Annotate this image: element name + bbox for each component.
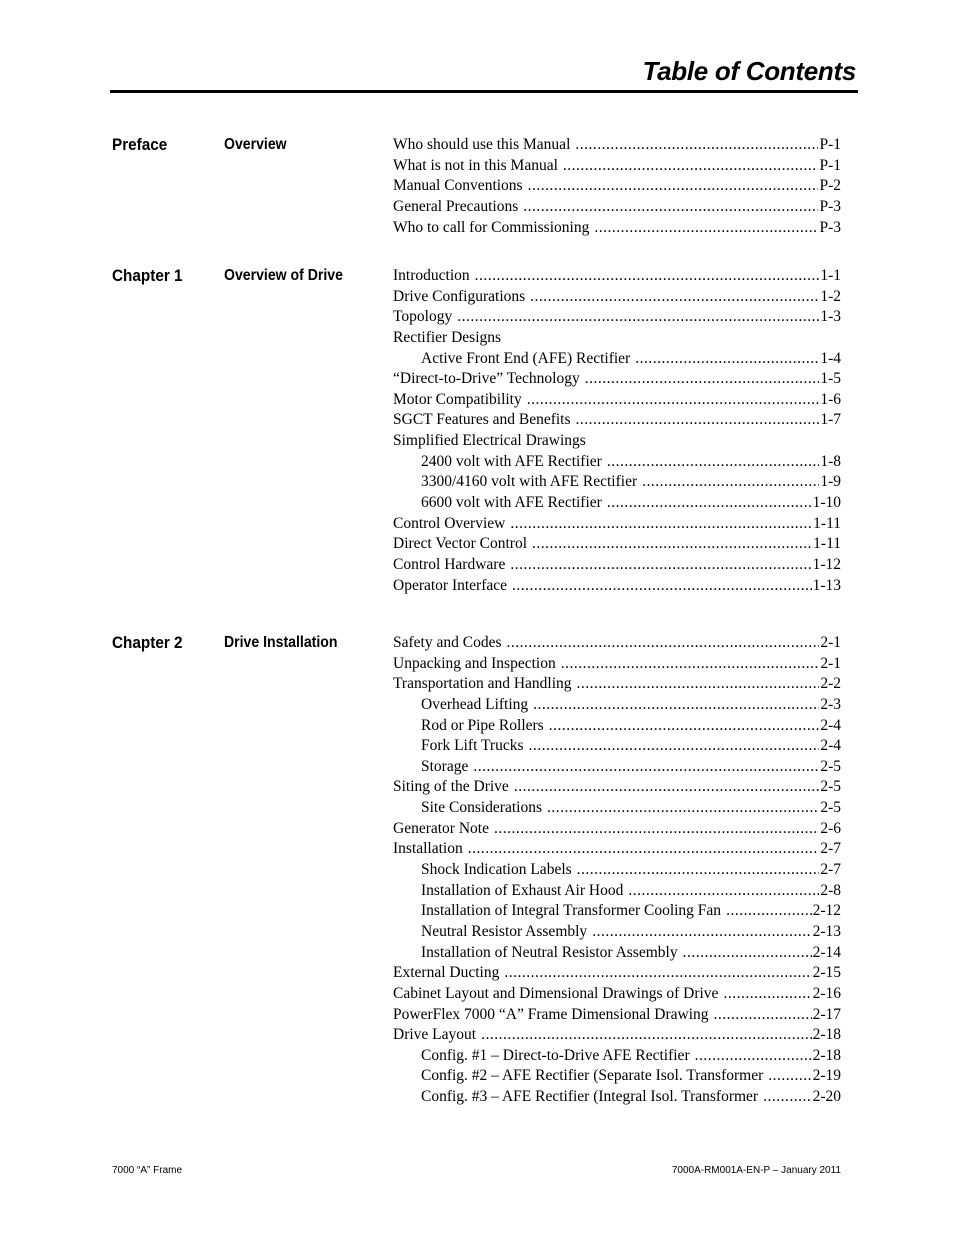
toc-entry-page: 1-4 xyxy=(820,349,841,367)
page-title: Table of Contents xyxy=(642,56,856,86)
toc-entry-page: 1-11 xyxy=(813,535,841,553)
toc-entry-title: Installation xyxy=(393,840,463,858)
toc-entry-page: 2-5 xyxy=(820,778,841,796)
dot-leader xyxy=(512,576,812,597)
dot-leader xyxy=(549,716,820,737)
dot-leader xyxy=(514,777,820,798)
toc-entry-title: Drive Layout xyxy=(393,1026,477,1044)
toc-entry-page: 1-12 xyxy=(812,555,841,573)
toc-entry-title: Safety and Codes xyxy=(393,634,502,651)
dot-leader xyxy=(533,695,819,716)
footer-right: 7000A-RM001A-EN-P – January 2011 xyxy=(671,1165,841,1176)
toc-entry-page: 1-8 xyxy=(820,452,841,470)
dot-leader xyxy=(592,922,811,943)
toc-entry-page: 2-7 xyxy=(820,861,841,879)
toc-entry-page: 2-2 xyxy=(820,675,841,693)
dot-leader xyxy=(529,736,820,757)
dot-leader xyxy=(510,555,811,576)
toc-entry xyxy=(393,197,841,218)
toc-entry-page: P-1 xyxy=(819,156,841,174)
toc-entry xyxy=(393,674,841,695)
toc-entry xyxy=(393,1087,841,1108)
toc-entry xyxy=(393,1046,841,1067)
toc-entry xyxy=(393,287,841,308)
toc-entry-page: 2-4 xyxy=(820,716,841,734)
toc-entry-title: Config. #3 – AFE Rectifier (Integral Isol. Transformer xyxy=(421,1088,759,1106)
toc-entry-title: Installation of Exhaust Air Hood xyxy=(421,881,624,899)
toc-entry xyxy=(393,176,841,197)
toc-entry-page: 1-9 xyxy=(820,473,841,491)
toc-entry-page: 2-16 xyxy=(812,984,841,1002)
dot-leader xyxy=(523,197,818,218)
toc-entry xyxy=(393,695,841,716)
toc-entry xyxy=(393,410,841,431)
section-subtitle: Drive Installation xyxy=(224,634,338,651)
toc-entry-page: 1-7 xyxy=(820,411,841,429)
dot-leader xyxy=(506,633,819,654)
dot-leader xyxy=(561,654,820,675)
dot-leader xyxy=(768,1066,811,1087)
dot-leader xyxy=(714,1005,812,1026)
dot-leader xyxy=(563,156,819,177)
toc-entry-page: 2-5 xyxy=(820,757,841,775)
toc-entry-page: 1-13 xyxy=(812,576,841,594)
dot-leader xyxy=(532,534,812,555)
toc-entry xyxy=(393,514,841,535)
toc-entry-title: Manual Conventions xyxy=(393,177,523,195)
dot-leader xyxy=(576,410,820,431)
toc-entry-title: Operator Interface xyxy=(393,576,508,594)
dot-leader xyxy=(577,674,820,695)
toc-entry-page: 1-10 xyxy=(812,494,841,512)
toc-entry-title: Control Overview xyxy=(393,514,506,532)
toc-entry-page: 1-2 xyxy=(820,287,841,305)
toc-entry xyxy=(393,860,841,881)
dot-leader xyxy=(575,135,818,156)
toc-entry-page: 2-15 xyxy=(812,964,841,982)
toc-entry-page: 2-17 xyxy=(812,1005,841,1023)
toc-entry xyxy=(393,654,841,675)
toc-entry-page: 2-4 xyxy=(820,737,841,755)
toc-entry xyxy=(393,901,841,922)
toc-entry-title: Introduction xyxy=(393,267,470,284)
toc-entry xyxy=(393,922,841,943)
toc-entry-page: 2-6 xyxy=(820,819,841,837)
toc-entry xyxy=(393,266,841,287)
toc-entry xyxy=(393,369,841,390)
toc-entry-page: 2-3 xyxy=(820,695,841,713)
dot-leader xyxy=(683,943,812,964)
dot-leader xyxy=(475,266,820,287)
toc-entry xyxy=(393,633,841,654)
toc-entry-title: Direct Vector Control xyxy=(393,535,528,553)
dot-leader xyxy=(726,901,812,922)
toc-entry xyxy=(393,576,841,597)
dot-leader xyxy=(594,218,818,239)
toc-entry-title: Rectifier Designs xyxy=(393,328,502,346)
toc-entry xyxy=(393,819,841,840)
toc-entry xyxy=(393,135,841,156)
toc-entry xyxy=(393,555,841,576)
dot-leader xyxy=(527,390,820,411)
toc-entry-page: 1-5 xyxy=(820,370,841,388)
title-rule xyxy=(110,90,858,93)
toc-entry xyxy=(393,452,841,473)
toc-entry xyxy=(393,328,841,349)
toc-entry-title: Overhead Lifting xyxy=(421,695,529,713)
dot-leader xyxy=(695,1046,812,1067)
toc-entry-title: Storage xyxy=(421,757,469,775)
toc-entry-title: PowerFlex 7000 “A” Frame Dimensional Drawing xyxy=(393,1005,709,1023)
toc-entry-page: 2-13 xyxy=(812,922,841,940)
toc-entry-page: 2-1 xyxy=(820,634,841,651)
toc-entry-page: 1-3 xyxy=(820,308,841,326)
footer-left: 7000 “A” Frame xyxy=(112,1165,183,1176)
toc-entry-title: Drive Configurations xyxy=(393,287,526,305)
toc-entry-title: Fork Lift Trucks xyxy=(421,737,524,755)
section-label: Chapter 1 xyxy=(112,266,183,285)
toc-entry-title: Generator Note xyxy=(393,819,489,837)
toc-entry-title: Siting of the Drive xyxy=(393,778,509,796)
dot-leader xyxy=(723,984,811,1005)
toc-entry-title: Shock Indication Labels xyxy=(421,861,572,879)
dot-leader xyxy=(510,514,812,535)
toc-entry xyxy=(393,777,841,798)
toc-entry-title: Config. #1 – Direct-to-Drive AFE Rectifier xyxy=(421,1046,690,1064)
toc-entry-page: 1-11 xyxy=(813,514,841,532)
toc-entries xyxy=(393,633,841,1108)
toc-entry xyxy=(393,431,841,452)
toc-entry-title: Rod or Pipe Rollers xyxy=(421,716,544,734)
toc-entry-page: 2-19 xyxy=(812,1067,841,1085)
toc-entry-title: Topology xyxy=(393,308,453,326)
dot-leader xyxy=(528,176,819,197)
section-subtitle: Overview of Drive xyxy=(224,267,343,284)
dot-leader xyxy=(607,493,812,514)
toc-entry-page: 2-7 xyxy=(820,840,841,858)
toc-entry xyxy=(393,984,841,1005)
toc-entry xyxy=(393,1005,841,1026)
toc-entry xyxy=(393,307,841,328)
toc-entry-page: 2-8 xyxy=(820,881,841,899)
toc-entry-page: 2-18 xyxy=(812,1046,841,1064)
section-subtitle: Overview xyxy=(224,136,287,153)
toc-entry-title: 2400 volt with AFE Rectifier xyxy=(421,452,602,470)
toc-entry xyxy=(393,349,841,370)
toc-entry xyxy=(393,1066,841,1087)
toc-entry-page: 1-6 xyxy=(820,390,841,408)
toc-entry-page: 2-20 xyxy=(812,1088,841,1106)
toc-entry-title: Control Hardware xyxy=(393,555,506,573)
toc-entry-title: Installation of Integral Transformer Cooling Fan xyxy=(421,902,722,920)
toc-entry-title: Unpacking and Inspection xyxy=(393,654,556,672)
toc-entry xyxy=(393,390,841,411)
toc-entry-title: Who to call for Commissioning xyxy=(393,218,590,236)
dot-leader xyxy=(577,860,820,881)
toc-entry-page: 1-1 xyxy=(820,267,841,284)
toc-entry-title: “Direct-to-Drive” Technology xyxy=(393,370,580,388)
toc-entry-page: 2-18 xyxy=(812,1026,841,1044)
dot-leader xyxy=(607,452,820,473)
toc-entries xyxy=(393,135,841,238)
dot-leader xyxy=(504,963,811,984)
toc-entry-title: Active Front End (AFE) Rectifier xyxy=(421,349,631,367)
toc-entry-title: Config. #2 – AFE Rectifier (Separate Isol. Transformer xyxy=(421,1067,764,1085)
toc-entry xyxy=(393,472,841,493)
toc-entry xyxy=(393,798,841,819)
toc-entry-page: P-2 xyxy=(819,177,841,195)
toc-entry xyxy=(393,156,841,177)
toc-entry-title: What is not in this Manual xyxy=(393,156,558,174)
toc-entry-page: 2-5 xyxy=(820,799,841,817)
toc-entry-title: 3300/4160 volt with AFE Rectifier xyxy=(421,473,638,491)
dot-leader xyxy=(547,798,819,819)
dot-leader xyxy=(635,349,819,370)
toc-entry-page: 2-1 xyxy=(820,654,841,672)
toc-entries xyxy=(393,266,841,596)
toc-entry xyxy=(393,963,841,984)
dot-leader xyxy=(628,881,819,902)
toc-entry xyxy=(393,943,841,964)
toc-entry xyxy=(393,534,841,555)
toc-entry-title: Simplified Electrical Drawings xyxy=(393,432,586,450)
toc-entry-title: Who should use this Manual xyxy=(393,136,571,153)
toc-entry-title: Cabinet Layout and Dimensional Drawings of Drive xyxy=(393,984,719,1002)
toc-entry-page: P-3 xyxy=(819,197,841,215)
toc-entry-title: Motor Compatibility xyxy=(393,390,522,408)
toc-entry-title: Installation of Neutral Resistor Assembly xyxy=(421,943,678,961)
toc-entry xyxy=(393,881,841,902)
dot-leader xyxy=(585,369,820,390)
toc-entry-title: External Ducting xyxy=(393,964,500,982)
toc-entry xyxy=(393,757,841,778)
toc-entry xyxy=(393,736,841,757)
toc-entry-title: SGCT Features and Benefits xyxy=(393,411,571,429)
toc-entry-title: 6600 volt with AFE Rectifier xyxy=(421,494,602,512)
toc-entry-page: 2-12 xyxy=(812,902,841,920)
dot-leader xyxy=(468,839,820,860)
section-label: Preface xyxy=(112,135,168,154)
toc-entry xyxy=(393,839,841,860)
toc-entry xyxy=(393,493,841,514)
section-label: Chapter 2 xyxy=(112,633,183,652)
dot-leader xyxy=(642,472,819,493)
dot-leader xyxy=(481,1025,812,1046)
dot-leader xyxy=(763,1087,812,1108)
dot-leader xyxy=(530,287,819,308)
toc-entry-title: Site Considerations xyxy=(421,799,542,817)
toc-entry xyxy=(393,218,841,239)
dot-leader xyxy=(494,819,819,840)
dot-leader xyxy=(457,307,819,328)
toc-entry-page: P-3 xyxy=(819,218,841,236)
toc-entry xyxy=(393,716,841,737)
toc-entry-page: P-1 xyxy=(819,136,841,153)
dot-leader xyxy=(473,757,819,778)
toc-entry xyxy=(393,1025,841,1046)
toc-entry-title: Neutral Resistor Assembly xyxy=(421,922,588,940)
toc-entry-title: General Precautions xyxy=(393,197,519,215)
toc-entry-page: 2-14 xyxy=(812,943,841,961)
toc-entry-title: Transportation and Handling xyxy=(393,675,572,693)
